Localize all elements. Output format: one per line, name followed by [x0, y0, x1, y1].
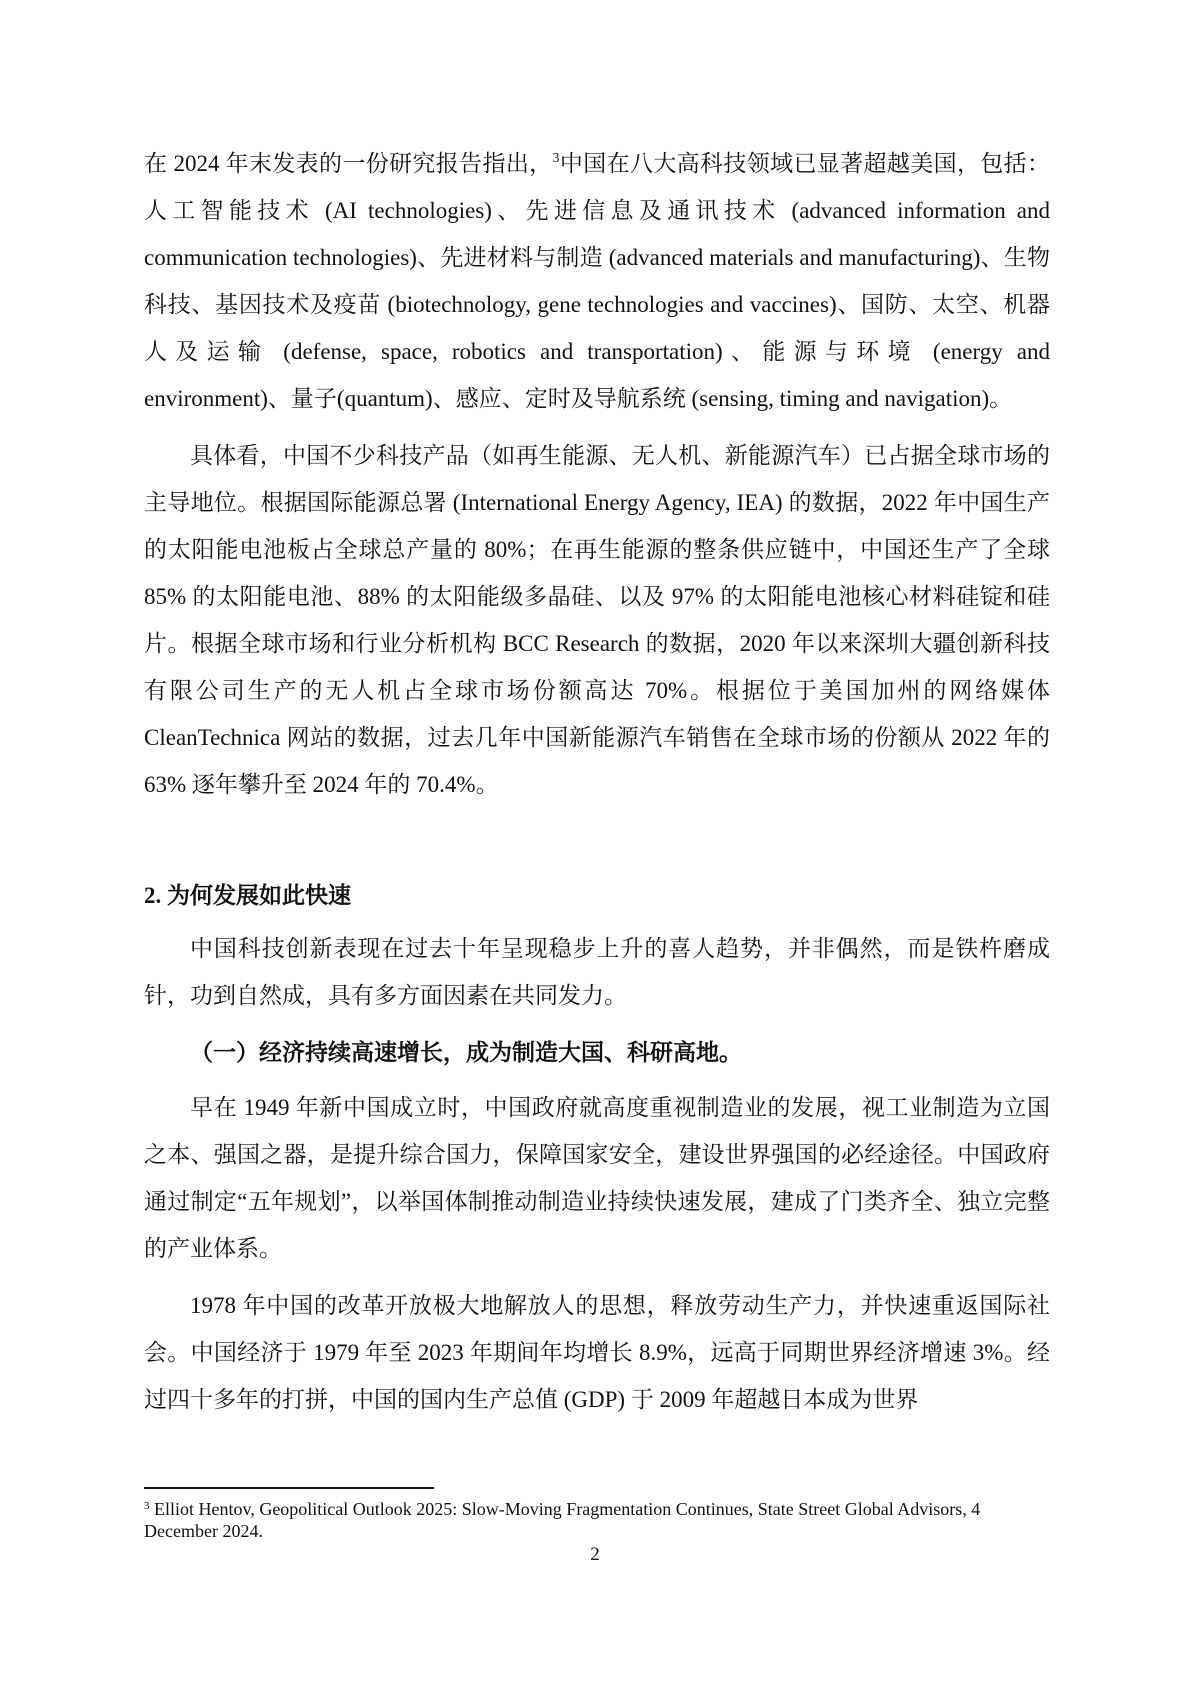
footnote-marker: 3 — [144, 1500, 150, 1512]
footnote-divider — [144, 1487, 434, 1489]
footnote — [144, 1498, 1050, 1542]
paragraph-1-start: 在 2024 年末发表的一份研究报告指出， — [144, 151, 553, 176]
footnote-text: Elliot Hentov, Geopolitical Outlook 2025: Slow-Moving Fragmentation Continues, State Street Global Advisors, 4 December 2024. — [144, 1499, 981, 1541]
paragraph-manufacturing-history: 早在 1949 年新中国成立时，中国政府就高度重视制造业的发展，视工业制造为立国之本、强国之器，是提升综合国力，保障国家安全，建设世界强国的必经途径。中国政府通过制定“五年规划”，以举国体制推动制造业持续快速发展，建成了门类齐全、独立完整的产业体系。 — [144, 1095, 1050, 1261]
subsection-heading: （一）经济持续高速增长，成为制造大国、科研高地。 — [190, 1040, 742, 1065]
paragraph-market-dominance: 具体看，中国不少科技产品（如再生能源、无人机、新能源汽车）已占据全球市场的主导地位。根据国际能源总署 (International Energy Agency, IEA) 的数据，2022 年中国生产的太阳能电池板占全球总产量的 80%；在再生能源的整条供应链中，中国还生产了全球 85% 的太阳能电池、88% 的太阳能级多晶硅、以及 97% 的太阳能电池核心材料硅锭和硅片。根据全球市场和行业分析机构 BCC Research 的数据，2020 年以来深圳大疆创新科技有限公司生产的无人机占全球市场份额高达 70%。根据位于美国加州的网络媒体 CleanTechnica 网站的数据，过去几年中国新能源汽车销售在全球市场的份额从 2022 年的 63% 逐年攀升至 2024 年的 70.4%。 — [144, 443, 1050, 797]
section-heading: 2. 为何发展如此快速 — [144, 883, 351, 908]
body-text — [144, 140, 1050, 1433]
paragraph-intro-factors: 中国科技创新表现在过去十年呈现稳步上升的喜人趋势，并非偶然，而是铁杵磨成针，功到自然成，具有多方面因素在共同发力。 — [144, 936, 1050, 1008]
paragraph-ai-tech-fields — [144, 140, 1050, 422]
footnote-reference-3[interactable]: 3 — [552, 151, 560, 166]
paragraph-reform-growth: 1978 年中国的改革开放极大地解放人的思想，释放劳动生产力，并快速重返国际社会。中国经济于 1979 年至 2023 年期间年均增长 8.9%，远高于同期世界经济增速 3%。经过四十多年的打拼，中国的国内生产总值 (GDP) 于 2009 年超越日本成为世界 — [144, 1293, 1050, 1412]
paragraph-1-rest: 中国在八大高科技领域已显著超越美国，包括：人工智能技术 (AI technologies)、先进信息及通讯技术 (advanced information and communication technologies)、先进材料与制造 (advanced materials and manufacturing)、生物科技、基因技术及疫苗 (biotechnology, gene technologies and vaccines)、国防、太空、机器人及运输 (defense, space, robotics and transportation)、能源与环境 (energy and environment)、量子(quantum)、感应、定时及导航系统 (sensing, timing and navigation)。 — [144, 151, 1051, 411]
page-number: 2 — [590, 1544, 600, 1565]
